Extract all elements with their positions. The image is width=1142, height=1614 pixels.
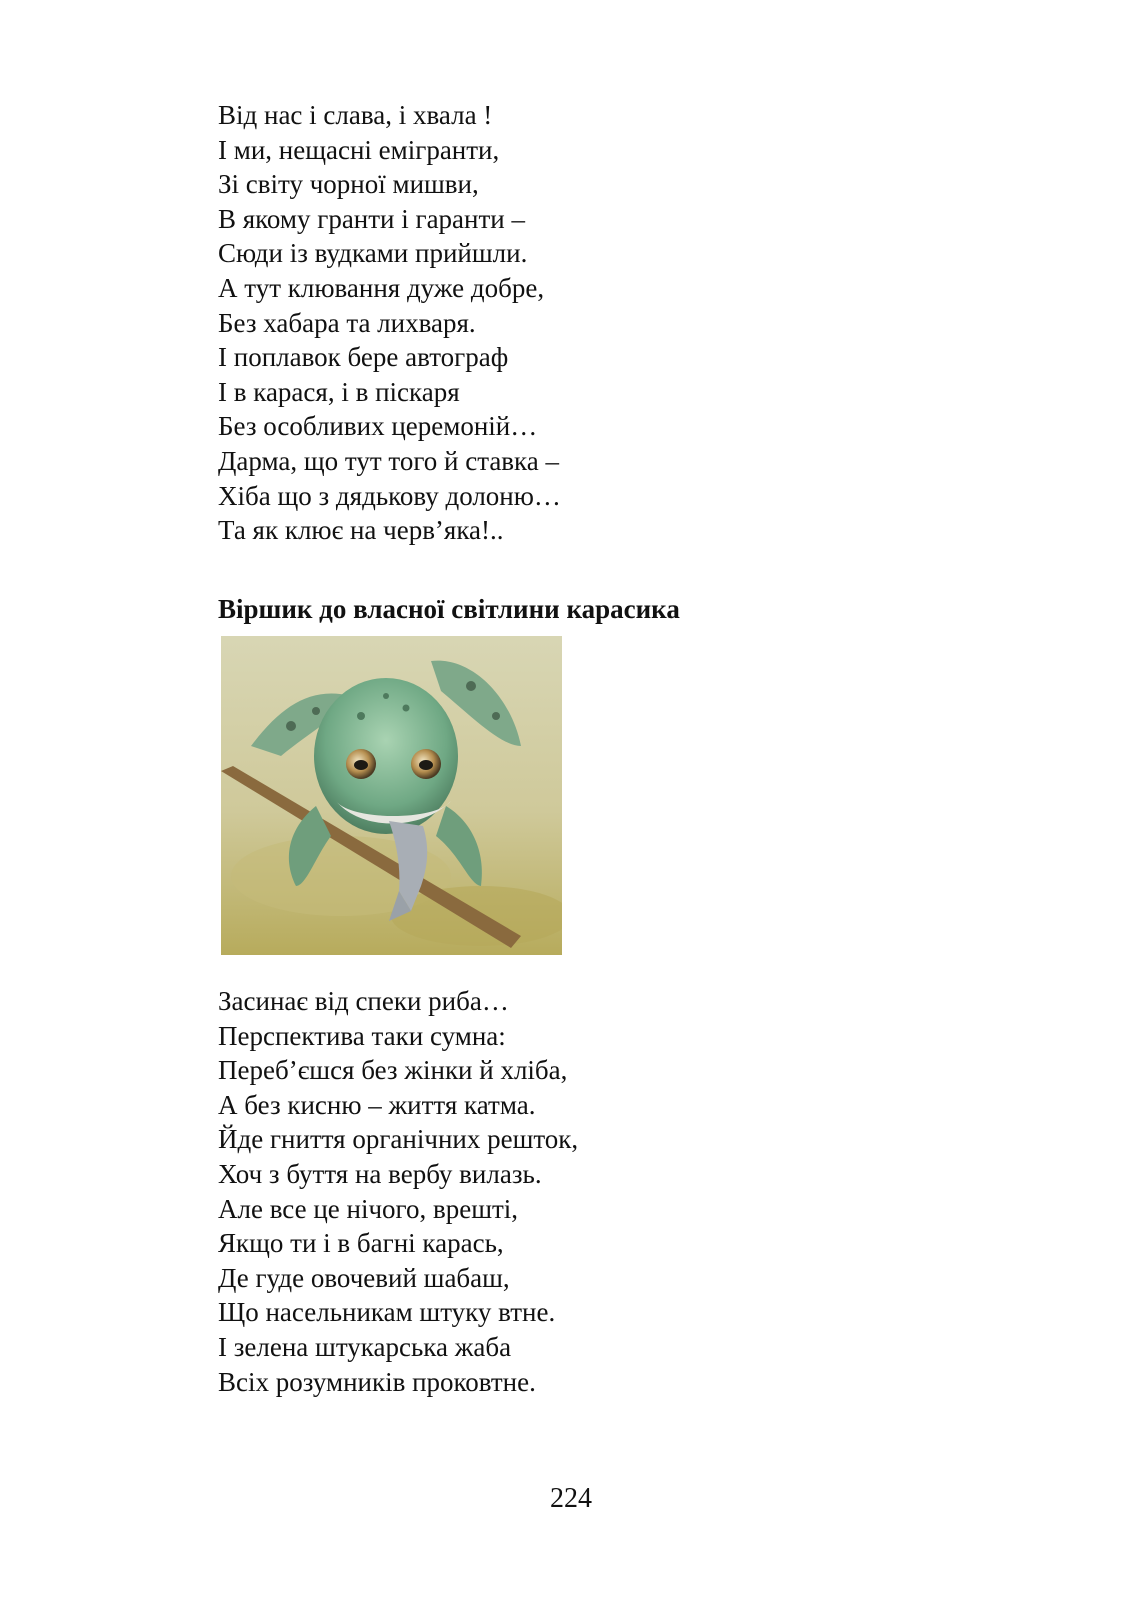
poem-line: Хіба що з дядькову долоню… <box>218 480 561 511</box>
poem-line: Якщо ти і в багні карась, <box>218 1228 504 1259</box>
poem-line: Що насельникам штуку втне. <box>218 1297 556 1328</box>
poem-line: Але все це нічого, врешті, <box>218 1193 519 1224</box>
frog-eating-fish-photo <box>221 636 562 955</box>
page-number <box>0 1482 1142 1516</box>
poem-title: Віршик до власної світлини карасика <box>218 594 680 624</box>
poem-line: Без особливих церемоній… <box>218 411 538 442</box>
poem-line: І зелена штукарська жаба <box>218 1331 512 1362</box>
poem-line: Йде гниття органічних решток, <box>218 1124 579 1155</box>
page-number-text: 224 <box>550 1483 592 1514</box>
poem-line: А тут клювання дуже добре, <box>218 272 545 303</box>
poem-line: Дарма, що тут того й ставка – <box>218 445 559 476</box>
poem-line: Від нас і слава, і хвала ! <box>218 100 493 130</box>
poem-line: Сюди із вудками прийшли. <box>218 238 528 269</box>
poem-line: І ми, нещасні емігранти, <box>218 134 500 165</box>
poem-line: І поплавок бере автограф <box>218 342 509 373</box>
poem-line: Перспектива таки сумна: <box>218 1020 506 1051</box>
poem-line: Та як клює на черв’яка!.. <box>218 515 504 546</box>
poem-line: Засинає від спеки риба… <box>218 986 509 1016</box>
poem-line: Всіх розумників проковтне. <box>218 1366 536 1397</box>
poem-line: Без хабара та лихваря. <box>218 307 476 338</box>
poem-line: А без кисню – життя катма. <box>218 1089 536 1120</box>
poem-line: Хоч з буття на вербу вилазь. <box>218 1158 542 1189</box>
poem-line: Переб’єшся без жінки й хліба, <box>218 1055 568 1086</box>
poem-line: Де гуде овочевий шабаш, <box>218 1262 510 1293</box>
poem-line: В якому гранти і гаранти – <box>218 203 525 234</box>
poem-line: І в карася, і в піскаря <box>218 376 460 407</box>
poem-stanza-1 <box>218 98 561 548</box>
poem-stanza-2 <box>218 984 578 1399</box>
poem-line: Зі світу чорної мишви, <box>218 169 479 200</box>
